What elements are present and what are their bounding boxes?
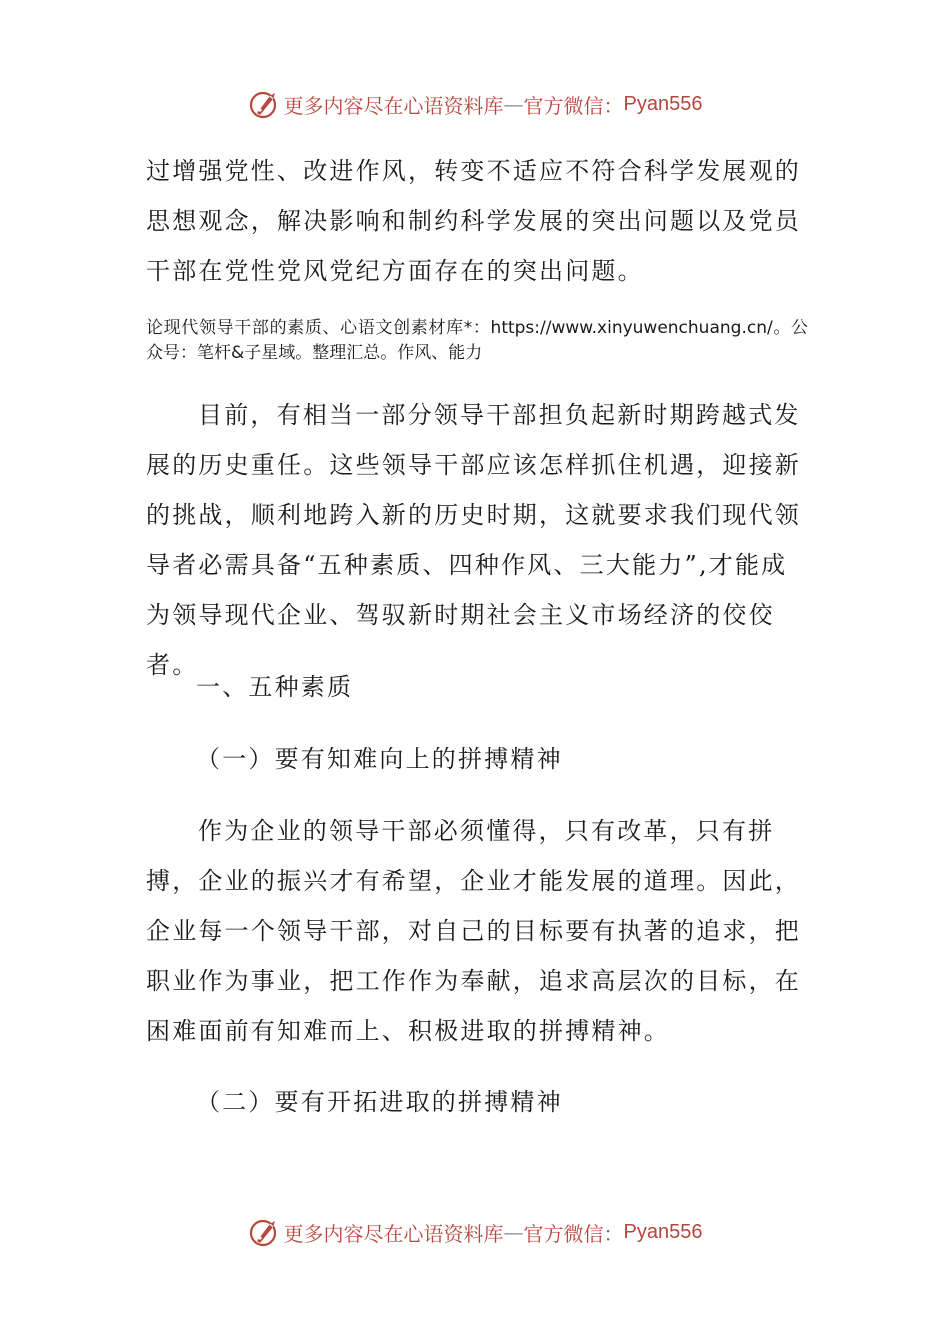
banner-separator: — — [503, 92, 524, 116]
source-note-text: 论现代领导干部的素质、心语文创素材库*：https://www.xinyuwenchuang.cn/。公众号：笔杆&子星域。整理汇总。作风、能力 — [146, 318, 808, 363]
banner-separator: — — [503, 1220, 524, 1244]
footer-banner — [0, 1212, 950, 1252]
subsection-heading-2: （二）要有开拓进取的拼搏精神 — [196, 1088, 563, 1116]
banner-title: 更多内容尽在心语资料库 — [283, 93, 504, 118]
banner-wechat-label: 官方微信： — [523, 1221, 624, 1246]
banner-wechat-id: Pyan556 — [623, 92, 703, 115]
banner-wechat-label: 官方微信： — [523, 93, 624, 118]
pen-nib-logo-icon — [248, 87, 282, 121]
section-heading-1: 一、五种素质 — [196, 673, 354, 701]
subsection-heading-1: （一）要有知难向上的拼搏精神 — [196, 745, 563, 773]
pen-nib-logo-icon — [248, 1215, 282, 1249]
banner-wechat-id: Pyan556 — [623, 1220, 703, 1243]
banner-title: 更多内容尽在心语资料库 — [283, 1221, 504, 1246]
paragraph-2: 目前，有相当一部分领导干部担负起新时期跨越式发展的历史重任。这些领导干部应该怎样抓住机遇，迎接新的挑战，顺利地跨入新的历史时期，这就要求我们现代领导者必需具备“五种素质、四种作风、三大能力”,才能成为领导现代企业、驾驭新时期社会主义市场经济的佼佼者。 — [146, 401, 801, 679]
paragraph-3: 作为企业的领导干部必须懂得，只有改革，只有拼搏，企业的振兴才有希望，企业才能发展的道理。因此，企业每一个领导干部，对自己的目标要有执著的追求，把职业作为事业，把工作作为奉献，追求高层次的目标，在困难面前有知难而上、积极进取的拼搏精神。 — [146, 817, 801, 1045]
header-banner — [0, 84, 950, 124]
source-note — [146, 316, 808, 366]
paragraph-1: 过增强党性、改进作风，转变不适应不符合科学发展观的思想观念，解决影响和制约科学发展的突出问题以及党员干部在党性党风党纪方面存在的突出问题。 — [146, 157, 801, 285]
